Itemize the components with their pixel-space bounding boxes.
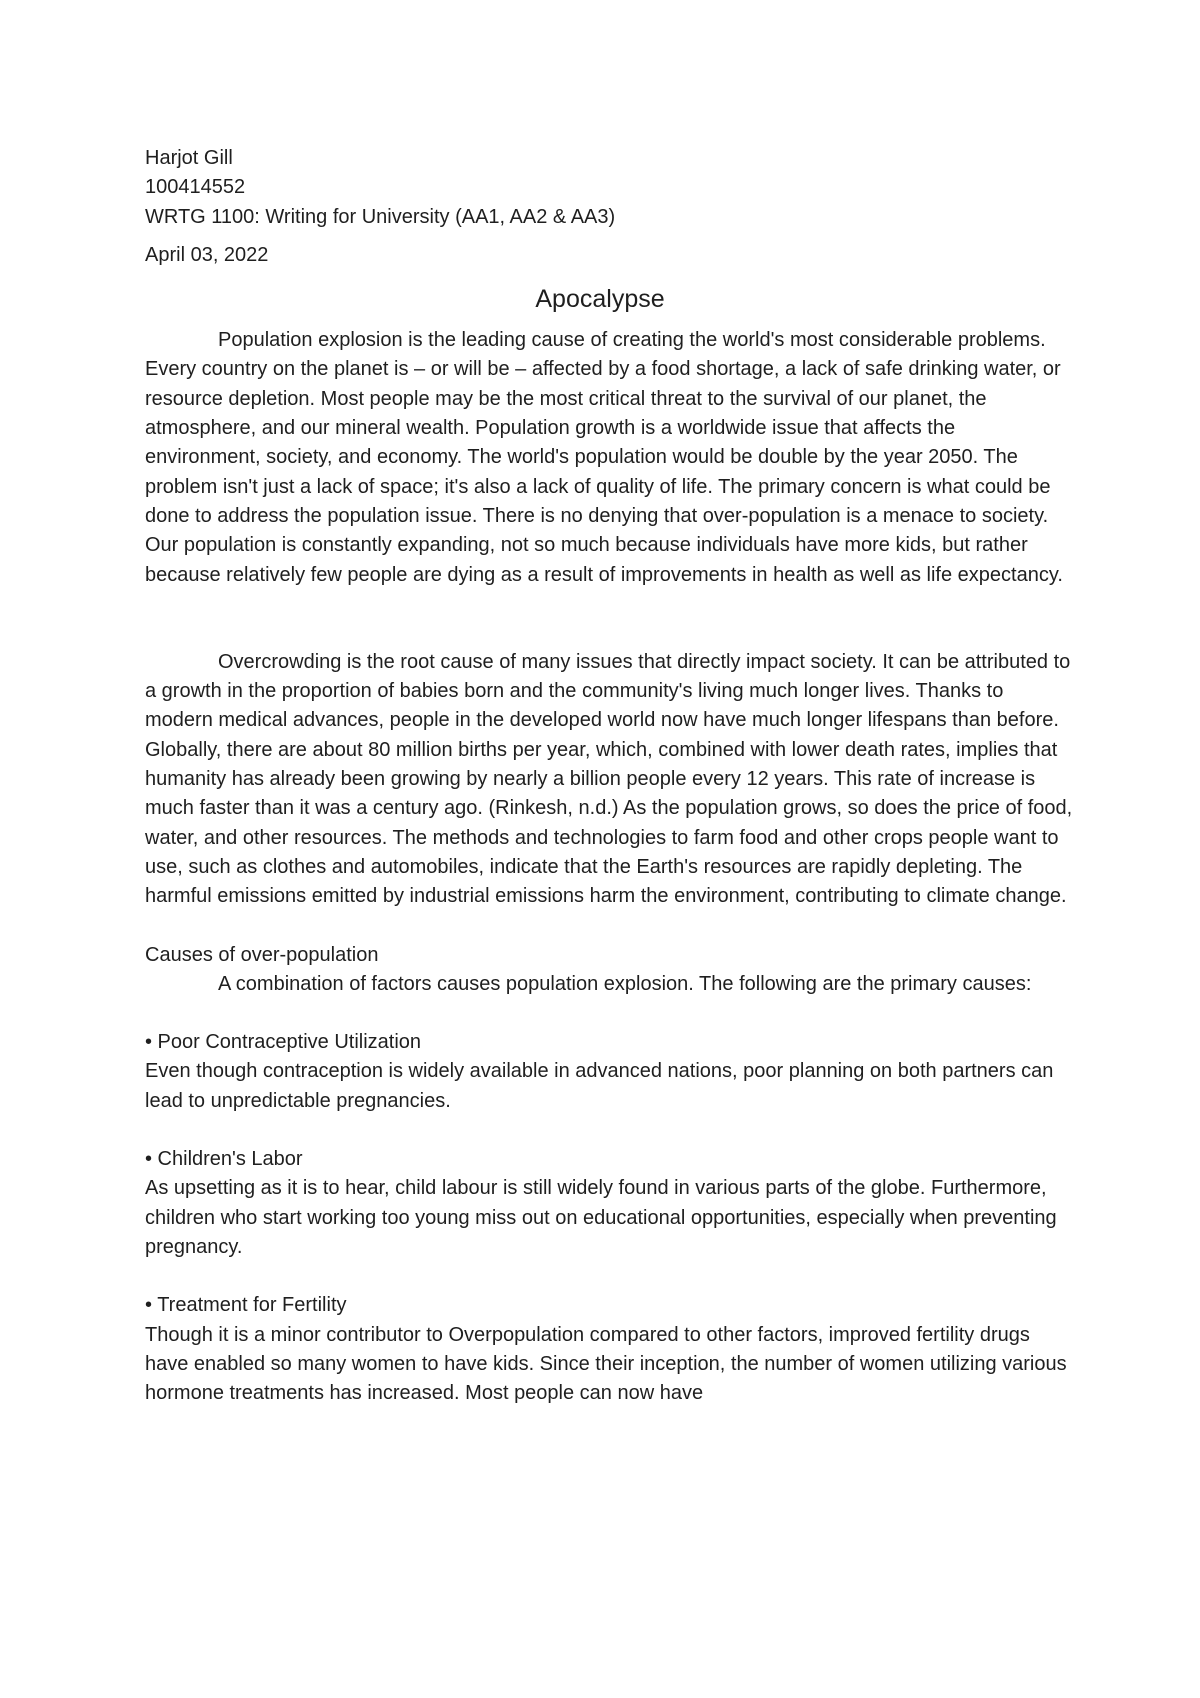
bullet-title-child-labor: • Children's Labor xyxy=(145,1148,303,1171)
section-heading-causes: Causes of over-population xyxy=(145,943,379,966)
bullet-body-contraceptive: Even though contraception is widely available in advanced nations, poor planning on both partners can lead to unpredictable pregnancies. xyxy=(145,1060,1054,1112)
body-paragraph-1: Population explosion is the leading cause of creating the world's most considerable problems. Every country on the planet is – or will be – affected by a food shortage, a lack of safe drinking water, or resource depletion. Most people may be the most critical threat to the survival of our planet, the atmosphere, and our mineral wealth. Population growth is a worldwide issue that affects the environment, society, and economy. The world's population would be double by the year 2050. The problem isn't just a lack of space; it's also a lack of quality of life. The primary concern is what could be done to address the population issue. There is no denying that over-population is a menace to society. Our population is constantly expanding, not so much because individuals have more kids, but rather because relatively few people are dying as a result of improvements in health as well as life expectancy. xyxy=(145,329,1063,586)
bullet-title-contraceptive: • Poor Contraceptive Utilization xyxy=(145,1031,422,1054)
document-title: Apocalypse xyxy=(535,285,665,314)
document-date: April 03, 2022 xyxy=(145,243,269,266)
bullet-body-fertility: Though it is a minor contributor to Overpopulation compared to other factors, improved fertility drugs have enabled so many women to have kids. Since their inception, the number of women utilizing various hormone treatments has increased. Most people can now have xyxy=(145,1323,1067,1405)
body-paragraph-2: Overcrowding is the root cause of many issues that directly impact society. It can be attributed to a growth in the proportion of babies born and the community's living much longer lives. Thanks to modern medical advances, people in the developed world now have much longer lifespans than before. Globally, there are about 80 million births per year, which, combined with lower death rates, implies that humanity has already been growing by nearly a billion people every 12 years. This rate of increase is much faster than it was a century ago. (Rinkesh, n.d.) As the population grows, so does the price of food, water, and other resources. The methods and technologies to farm food and other crops people want to use, such as clothes and automobiles, indicate that the Earth's resources are rapidly depleting. The harmful emissions emitted by industrial emissions harm the environment, contributing to climate change. xyxy=(145,650,1073,908)
course-name: WRTG 1100: Writing for University (AA1, AA2 & AA3) xyxy=(145,205,616,228)
bullet-body-child-labor: As upsetting as it is to hear, child labour is still widely found in various parts of the globe. Furthermore, children who start working too young miss out on educational opportunities, especially when preventing pregnancy. xyxy=(145,1177,1057,1258)
author-name: Harjot Gill xyxy=(145,147,233,169)
causes-intro: A combination of factors causes population explosion. The following are the primary causes: xyxy=(218,972,1032,995)
student-id: 100414552 xyxy=(145,176,246,199)
bullet-title-fertility: • Treatment for Fertility xyxy=(145,1294,347,1317)
document-page xyxy=(145,144,1075,1408)
